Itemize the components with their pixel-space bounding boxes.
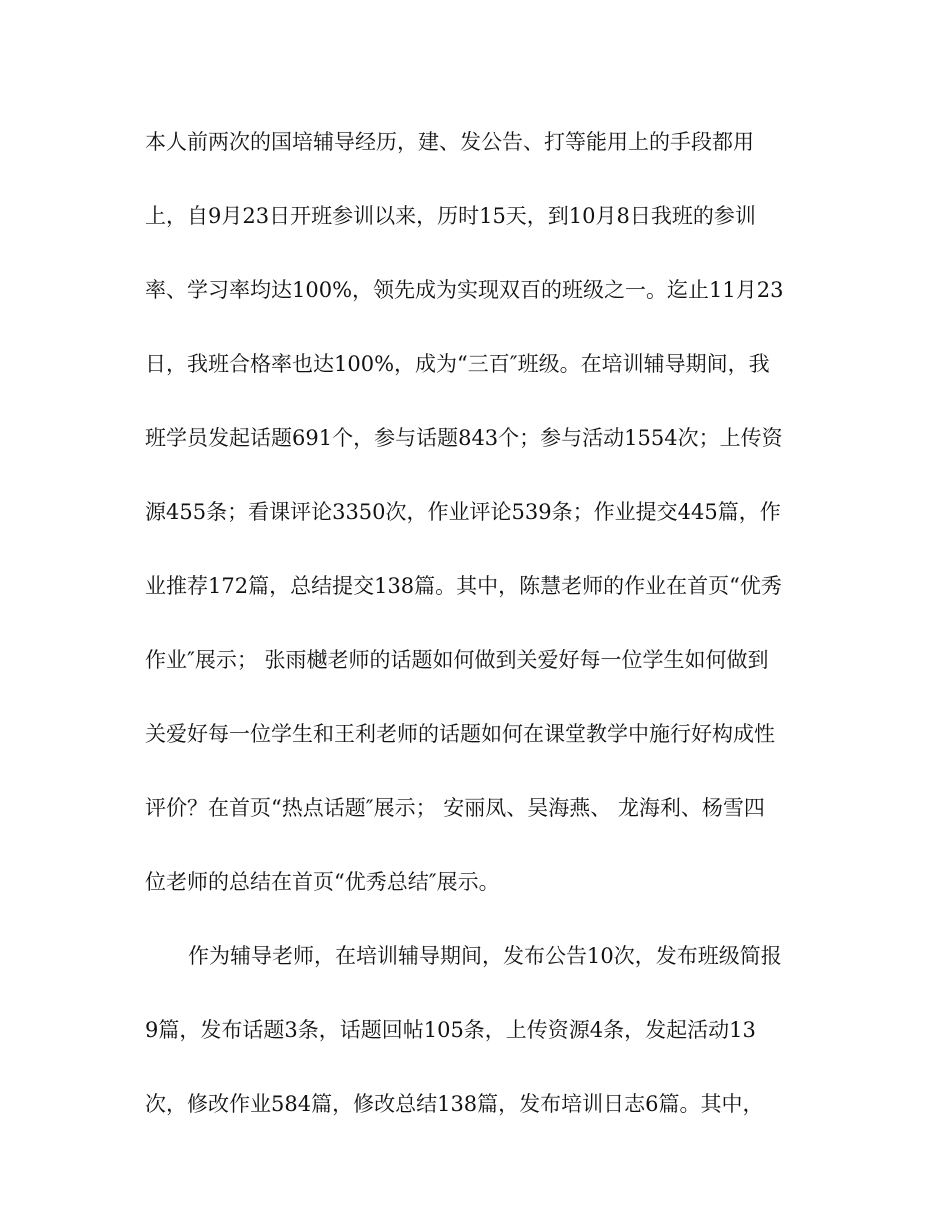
paragraph-1-line-1: 本人前两次的国培辅导经历，建、发公告、打等能用上的手段都用 (145, 130, 754, 154)
paragraph-1-line-6: 源455条；看课评论3350次，作业评论539条；作业提交445篇，作 (145, 500, 781, 524)
paragraph-1-line-4: 日，我班合格率也达100%，成为“三百″班级。在培训辅导期间，我 (145, 352, 770, 376)
paragraph-1-line-7: 业推荐172篇，总结提交138篇。其中，陈慧老师的作业在首页“优秀 (145, 574, 782, 598)
paragraph-1-line-11: 位老师的总结在首页“优秀总结″展示。 (145, 870, 500, 894)
paragraph-1-line-5: 班学员发起话题691个，参与话题843个；参与活动1554次；上传资 (145, 426, 783, 450)
paragraph-1-line-10: 评价？在首页“热点话题″展示； 安丽凤、吴海燕、 龙海利、杨雪四 (145, 796, 765, 820)
paragraph-1-line-2: 上，自9月23日开班参训以来，历时15天，到10月8日我班的参训 (145, 204, 756, 228)
paragraph-2-line-2: 9篇，发布话题3条，话题回帖105条，上传资源4条，发起活动13 (145, 1018, 756, 1042)
paragraph-1-line-8: 作业″展示； 张雨樾老师的话题如何做到关爱好每一位学生如何做到 (145, 648, 769, 672)
paragraph-1-line-9: 关爱好每一位学生和王利老师的话题如何在课堂教学中施行好构成性 (145, 722, 775, 746)
paragraph-2-line-1: 作为辅导老师，在培训辅导期间，发布公告10次，发布班级简报 (188, 944, 782, 968)
paragraph-1-line-3: 率、学习率均达100%，领先成为实现双百的班级之一。迄止11月23 (145, 278, 784, 302)
paragraph-2-line-3: 次，修改作业584篇，修改总结138篇，发布培训日志6篇。其中， (145, 1092, 764, 1116)
